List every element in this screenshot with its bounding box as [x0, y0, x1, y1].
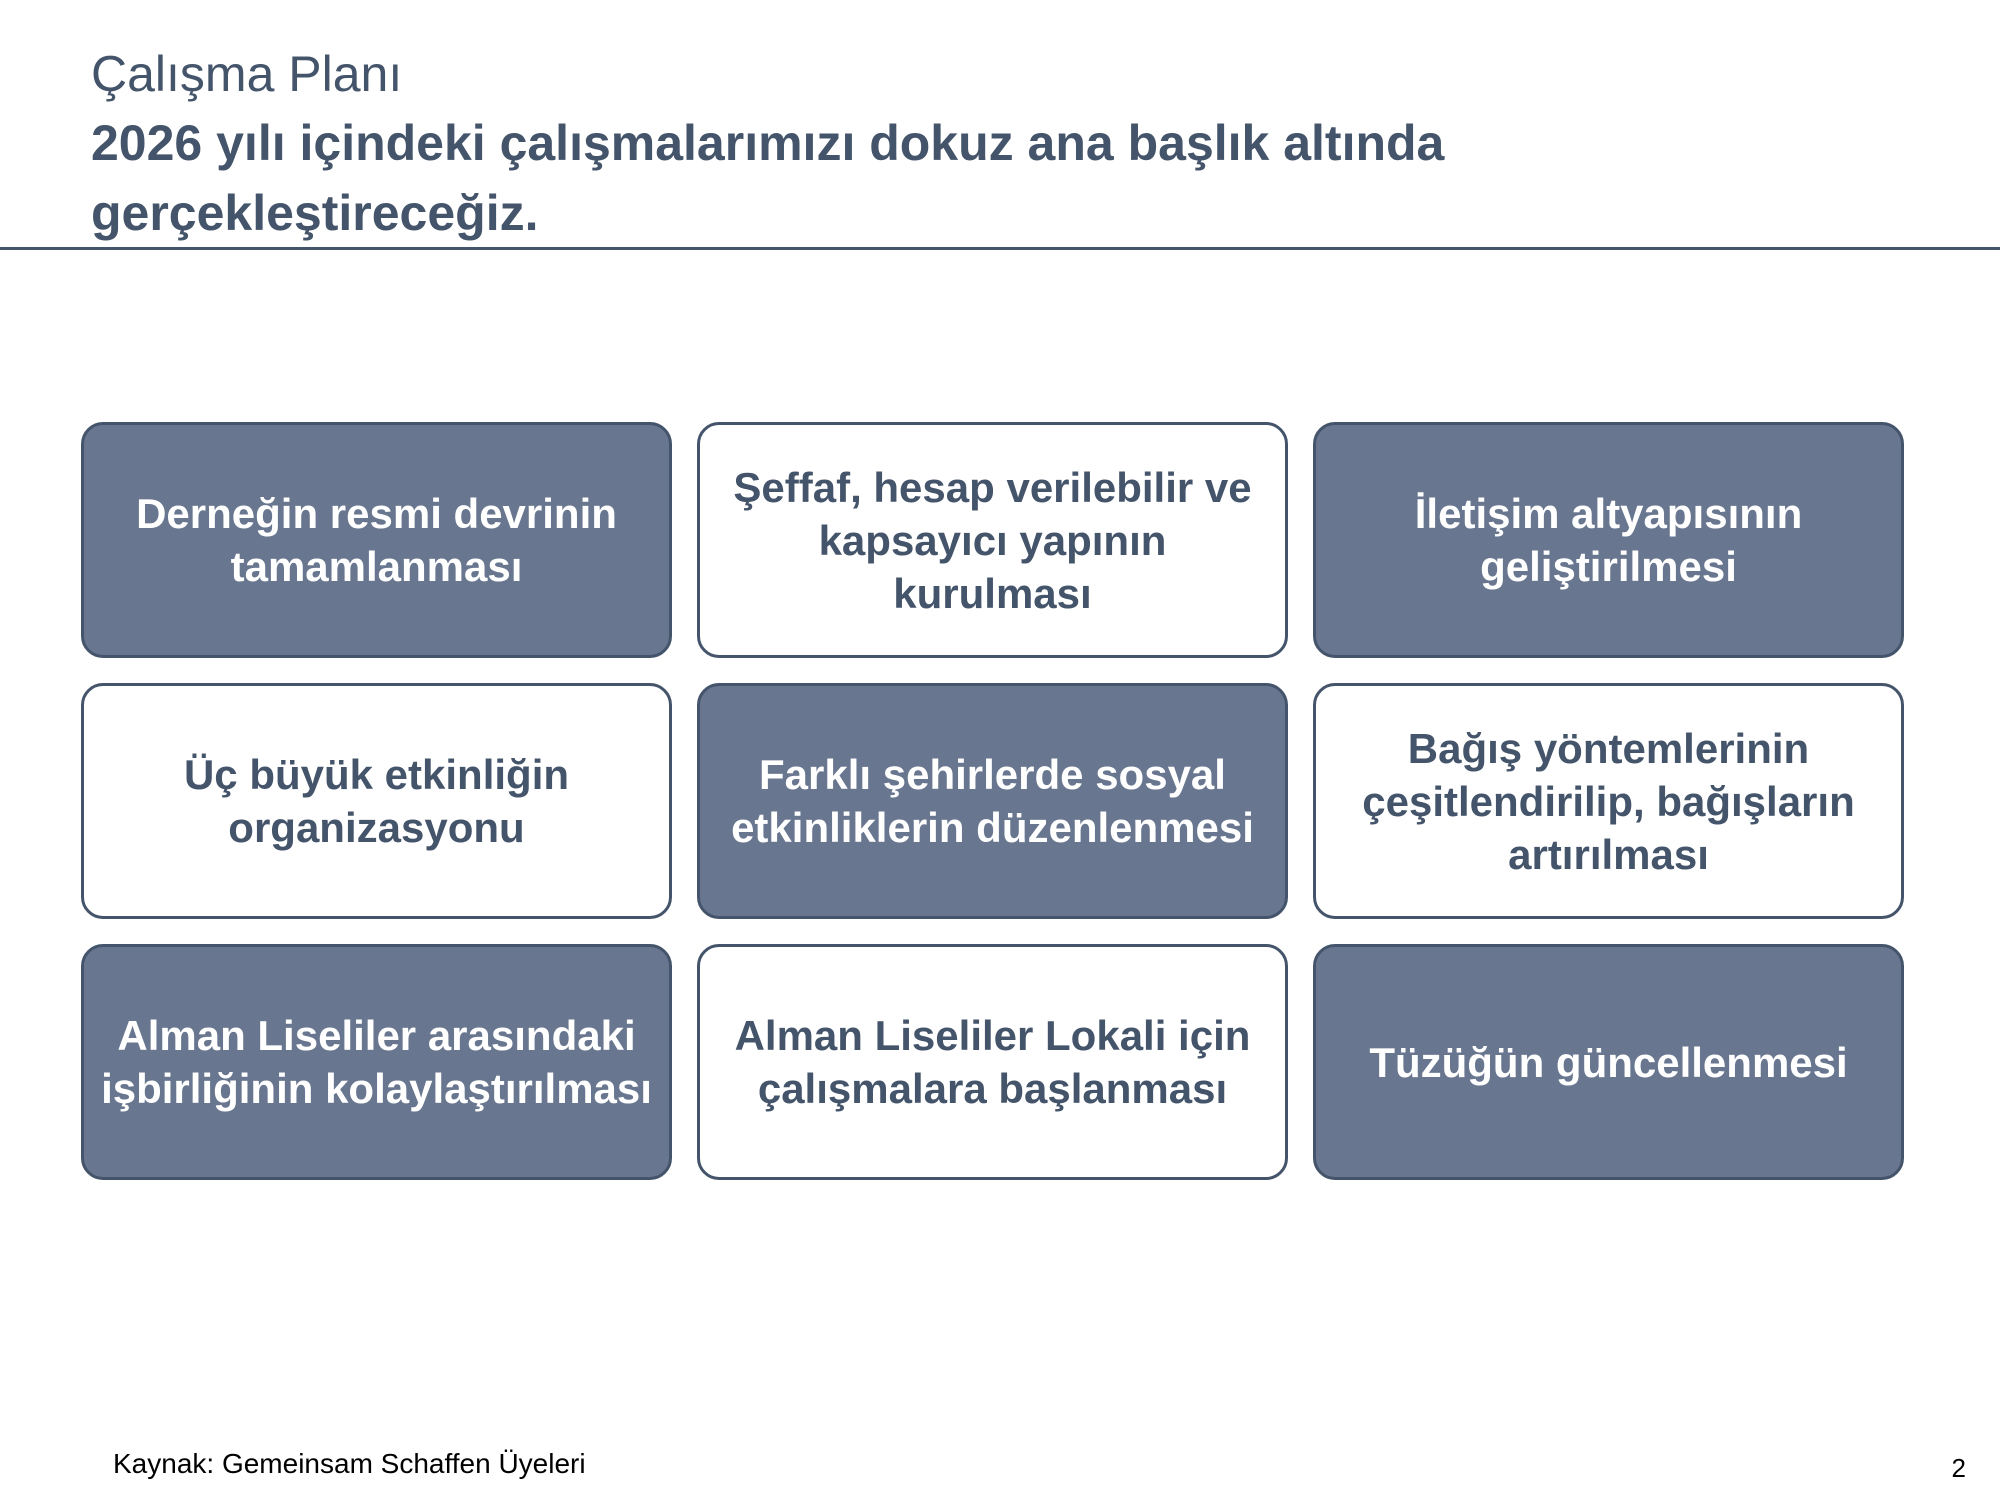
work-plan-grid — [81, 422, 1904, 1182]
page-number: 2 — [1951, 1453, 1966, 1483]
slide-title: Çalışma Planı — [91, 46, 403, 102]
plan-card-alumni-cooperation: Alman Liseliler arasındaki işbirliğinin kolaylaştırılması — [81, 944, 672, 1180]
plan-card-communication-infrastructure: İletişim altyapısının geliştirilmesi — [1313, 422, 1904, 658]
plan-card-social-events-cities: Farklı şehirlerde sosyal etkinliklerin düzenlenmesi — [697, 683, 1288, 919]
plan-card-three-major-events: Üç büyük etkinliğin organizasyonu — [81, 683, 672, 919]
plan-card-official-transfer: Derneğin resmi devrinin tamamlanması — [81, 422, 672, 658]
plan-card-transparent-structure: Şeffaf, hesap verilebilir ve kapsayıcı yapının kurulması — [697, 422, 1288, 658]
header-divider — [0, 247, 2000, 250]
source-note: Kaynak: Gemeinsam Schaffen Üyeleri — [113, 1448, 586, 1479]
plan-card-statute-update: Tüzüğün güncellenmesi — [1313, 944, 1904, 1180]
plan-card-donation-methods: Bağış yöntemlerinin çeşitlendirilip, bağışların artırılması — [1313, 683, 1904, 919]
plan-card-alumni-lounge: Alman Liseliler Lokali için çalışmalara başlanması — [697, 944, 1288, 1180]
slide-subtitle: 2026 yılı içindeki çalışmalarımızı dokuz ana başlık altında gerçekleştireceğiz. — [91, 115, 1445, 241]
